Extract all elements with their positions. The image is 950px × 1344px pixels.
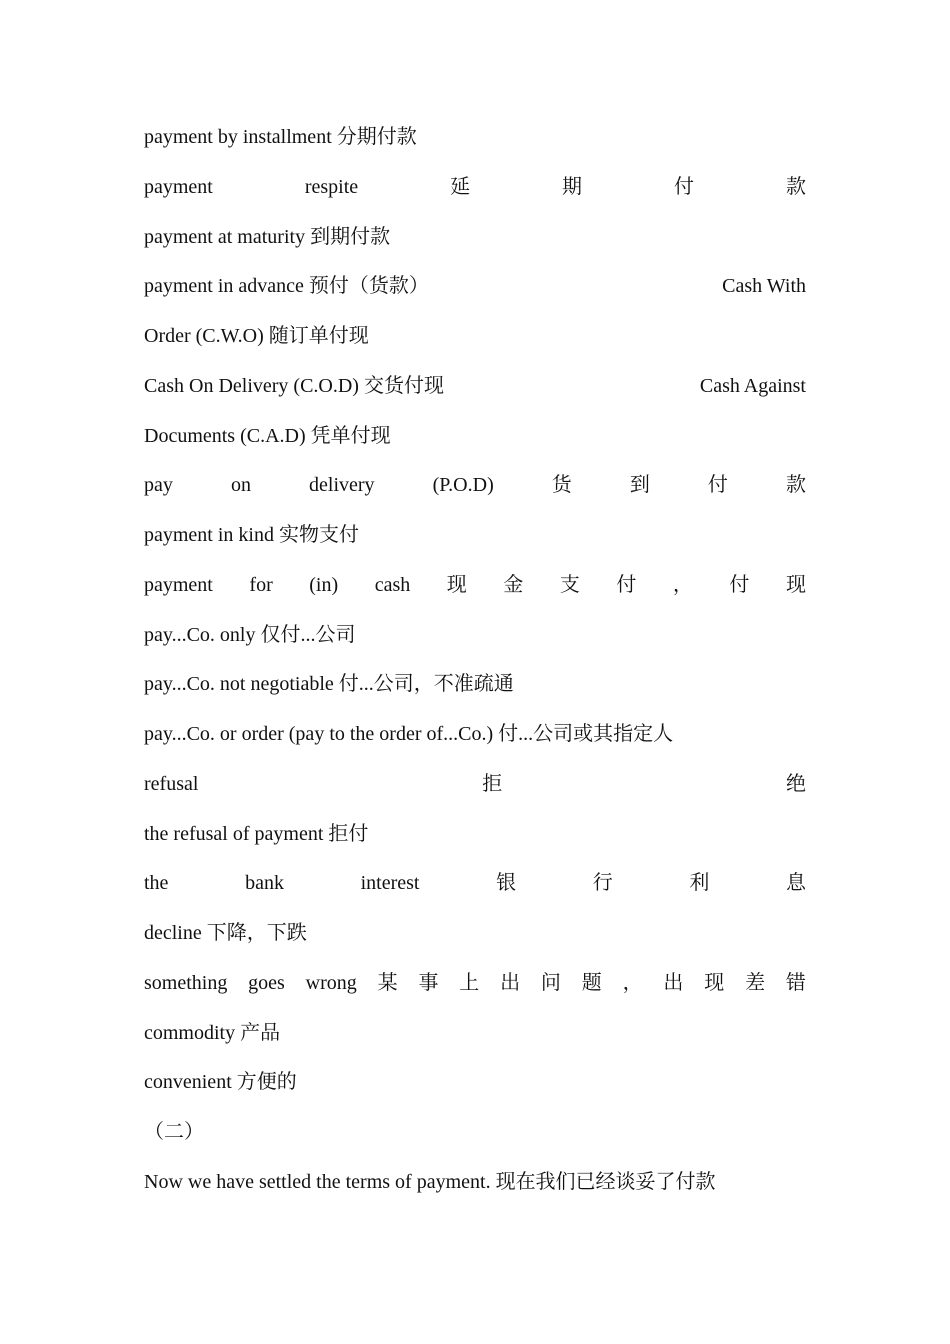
word: delivery [309, 474, 375, 496]
word: 银 [496, 872, 517, 894]
word: 款 [785, 176, 806, 198]
word: 某 [377, 972, 398, 994]
text-line: payment in kind 实物支付 [144, 524, 359, 546]
word: on [230, 474, 251, 496]
word: 上 [459, 972, 480, 994]
word: respite [304, 176, 359, 198]
text-line: payment by installment 分期付款 [144, 126, 417, 148]
word: 付 [729, 574, 750, 596]
word: 事 [418, 972, 439, 994]
word: ， [622, 972, 643, 994]
word: 金 [503, 574, 524, 596]
word: 拒 [482, 773, 503, 795]
text-line: payment at maturity 到期付款 [144, 226, 391, 248]
word: 问 [540, 972, 561, 994]
text-line: commodity 产品 [144, 1022, 281, 1044]
word: 利 [689, 872, 710, 894]
text-line-justified [144, 271, 806, 301]
word: bank [245, 872, 284, 894]
word: 现 [446, 574, 467, 596]
word: 错 [785, 972, 806, 994]
word: 出 [500, 972, 521, 994]
text-line-justified [144, 968, 806, 998]
word: (P.O.D) [432, 474, 494, 496]
text-line-justified [144, 371, 806, 401]
word: 现 [704, 972, 725, 994]
word: cash [374, 574, 411, 596]
text-line: pay...Co. only 仅付...公司 [144, 624, 356, 646]
section-heading: （二） [144, 1121, 204, 1143]
text-line-justified [144, 570, 806, 600]
word: 付 [674, 176, 694, 198]
word: Cash With [722, 275, 806, 297]
word: 到 [629, 474, 650, 496]
text-line: pay...Co. not negotiable 付...公司，不准疏通 [144, 673, 514, 695]
word: 延 [450, 176, 471, 198]
text-line: the refusal of payment 拒付 [144, 823, 369, 845]
word: 息 [785, 872, 806, 894]
word: Cash Against [699, 375, 806, 397]
word: goes [248, 972, 285, 994]
word: the [144, 872, 169, 894]
word: 出 [663, 972, 684, 994]
text-line-justified [144, 172, 806, 202]
word: payment in advance 预付（货款） [144, 275, 429, 297]
text-line: pay...Co. or order (pay to the order of...Co.) 付...公司或其指定人 [144, 723, 674, 745]
word: 款 [785, 474, 806, 496]
word: pay [144, 474, 173, 496]
word: 货 [551, 474, 572, 496]
word: payment [144, 176, 213, 198]
word: 期 [562, 176, 583, 198]
text-line-justified [144, 868, 806, 898]
word: ， [672, 574, 693, 596]
word: 现 [785, 574, 806, 596]
word: something [144, 972, 228, 994]
word: for [249, 574, 273, 596]
word: 题 [581, 972, 602, 994]
word: wrong [305, 972, 357, 994]
word: Cash On Delivery (C.O.D) 交货付现 [144, 375, 444, 397]
text-line: decline 下降，下跌 [144, 922, 307, 944]
word: 付 [707, 474, 728, 496]
word: refusal [144, 773, 199, 795]
text-line: Now we have settled the terms of payment. 现在我们已经谈妥了付款 [144, 1171, 716, 1193]
text-line-justified [144, 470, 806, 500]
text-line: Documents (C.A.D) 凭单付现 [144, 425, 391, 447]
word: 付 [616, 574, 637, 596]
word: 支 [559, 574, 580, 596]
text-line: convenient 方便的 [144, 1071, 297, 1093]
word: (in) [309, 574, 339, 596]
text-line: Order (C.W.O) 随订单付现 [144, 325, 369, 347]
text-line-justified [144, 769, 806, 799]
word: payment [144, 574, 213, 596]
word: 绝 [785, 773, 806, 795]
word: 差 [745, 972, 766, 994]
word: interest [360, 872, 420, 894]
word: 行 [592, 872, 613, 894]
